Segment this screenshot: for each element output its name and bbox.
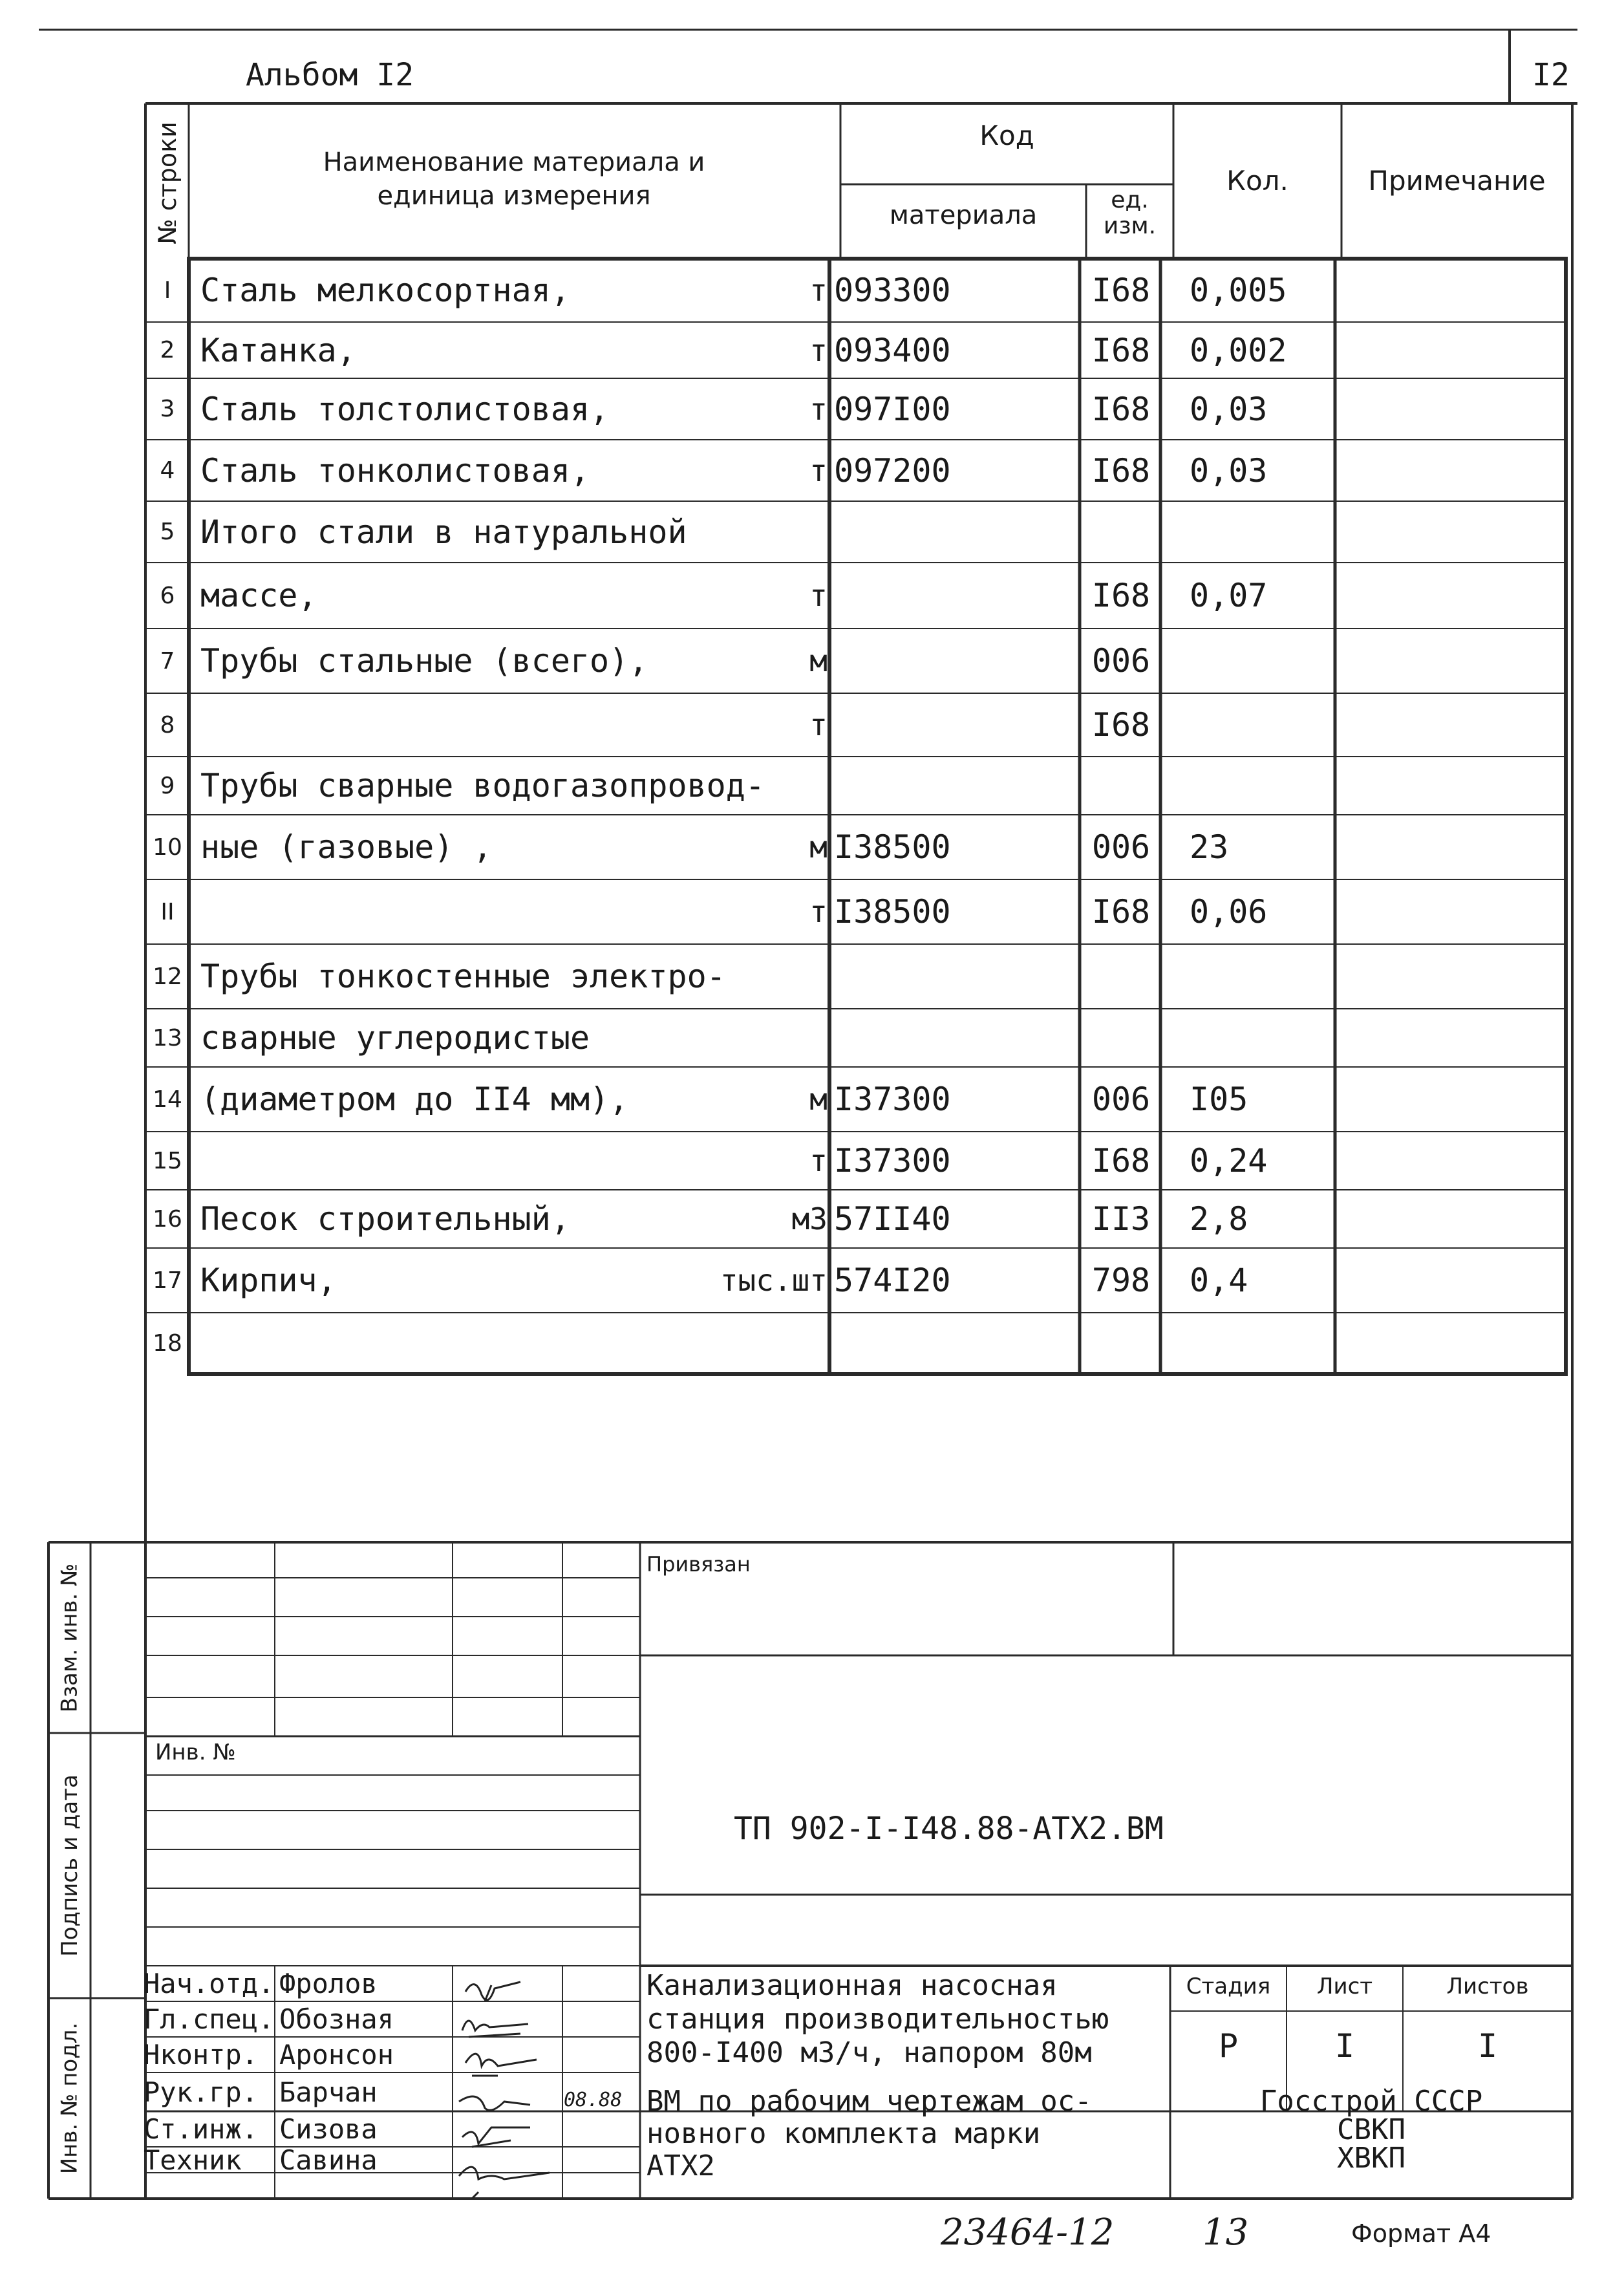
row-number: 14 bbox=[153, 1086, 182, 1113]
signer-name: Сизова bbox=[279, 2113, 378, 2145]
unit-code: 798 bbox=[1091, 1262, 1151, 1299]
row-number: 3 bbox=[160, 396, 175, 422]
signer-role: Нач.отд. bbox=[144, 1968, 275, 1999]
quantity bbox=[1190, 757, 1332, 815]
row-number: 15 bbox=[153, 1147, 182, 1174]
quantity: 0,07 bbox=[1190, 577, 1268, 614]
note-cell bbox=[1338, 1067, 1565, 1132]
project-title: Канализационная насосная станция производительностью 800-I400 м3/ч, напором 80м bbox=[646, 1969, 1109, 2069]
note-cell bbox=[1338, 815, 1565, 879]
note-cell bbox=[1338, 629, 1565, 693]
measure-unit bbox=[698, 757, 828, 815]
material-code: 574I20 bbox=[834, 1262, 951, 1299]
quantity: I05 bbox=[1190, 1081, 1248, 1118]
note-cell bbox=[1338, 1190, 1565, 1248]
measure-unit: т bbox=[809, 578, 828, 613]
unit-code: I68 bbox=[1091, 893, 1151, 931]
material-name: массе, bbox=[200, 577, 317, 614]
note-cell bbox=[1338, 259, 1565, 322]
name-header: Наименование материала и единица измерения bbox=[323, 147, 705, 211]
album-label: Альбом I2 bbox=[246, 57, 414, 93]
organization: Госстрой СССР СВКП ХВКП bbox=[1259, 2085, 1483, 2175]
note-cell bbox=[1338, 693, 1565, 757]
signer-role: Гл.спец. bbox=[144, 2003, 275, 2035]
quantity: 0,06 bbox=[1190, 893, 1268, 931]
privyazan-label: Привязан bbox=[646, 1552, 751, 1577]
sheets-label: Листов bbox=[1446, 1974, 1529, 1999]
note-cell bbox=[1338, 1132, 1565, 1190]
unit-code bbox=[1083, 1313, 1159, 1374]
material-name: Сталь толстолистовая, bbox=[200, 390, 610, 428]
sheet-value: I bbox=[1334, 2027, 1355, 2065]
unit-code: 006 bbox=[1091, 1081, 1151, 1118]
material-code bbox=[834, 629, 1076, 693]
unit-code: I68 bbox=[1091, 1142, 1151, 1179]
material-name: (диаметром до II4 мм), bbox=[200, 1081, 629, 1118]
note-cell bbox=[1338, 944, 1565, 1009]
note-cell bbox=[1338, 1248, 1565, 1313]
signer-role: Ст.инж. bbox=[144, 2113, 259, 2145]
sign-date: 08.88 bbox=[564, 2089, 623, 2111]
inv-podl-label: Инв. № подл. bbox=[56, 2022, 83, 2175]
material-code bbox=[834, 944, 1076, 1009]
row-number: 6 bbox=[160, 582, 175, 609]
signer-role: Нконтр. bbox=[144, 2039, 259, 2071]
row-number: 2 bbox=[160, 337, 175, 363]
sheets-value: I bbox=[1477, 2027, 1498, 2065]
unit-code: I68 bbox=[1091, 706, 1151, 744]
material-code: I38500 bbox=[834, 828, 951, 866]
quantity: 2,8 bbox=[1190, 1200, 1248, 1238]
format-label: Формат А4 bbox=[1351, 2219, 1491, 2248]
note-cell bbox=[1338, 1313, 1565, 1374]
unit-code bbox=[1083, 757, 1159, 815]
unit-code bbox=[1083, 944, 1159, 1009]
material-code bbox=[834, 693, 1076, 757]
material-name: сварные углеродистые bbox=[200, 1019, 590, 1057]
material-code: I37300 bbox=[834, 1142, 951, 1179]
quantity: 0,005 bbox=[1190, 272, 1287, 309]
page-number: I2 bbox=[1532, 57, 1570, 93]
unit-code: 006 bbox=[1091, 828, 1151, 866]
quantity: 23 bbox=[1190, 828, 1229, 866]
material-name bbox=[200, 693, 782, 757]
row-number-header: № строки bbox=[153, 121, 182, 244]
handwritten-page: 13 bbox=[1202, 2212, 1249, 2254]
quantity bbox=[1190, 944, 1332, 1009]
document-code: ТП 902-I-I48.88-АТХ2.ВМ bbox=[734, 1811, 1164, 1847]
row-number: 18 bbox=[153, 1330, 182, 1357]
measure-unit bbox=[698, 1009, 828, 1067]
material-code: 097I00 bbox=[834, 390, 951, 428]
vzam-inv-label: Взам. инв. № bbox=[56, 1563, 83, 1712]
quantity: 0,03 bbox=[1190, 451, 1268, 490]
note-cell bbox=[1338, 501, 1565, 563]
quantity bbox=[1190, 693, 1332, 757]
measure-unit: т bbox=[809, 894, 828, 929]
material-name: Кирпич, bbox=[200, 1262, 337, 1299]
row-number: 5 bbox=[160, 519, 175, 545]
unit-code: I68 bbox=[1091, 451, 1151, 490]
signer-name: Аронсон bbox=[279, 2039, 394, 2071]
material-name: Катанка, bbox=[200, 331, 356, 369]
unit-code: II3 bbox=[1091, 1200, 1151, 1238]
row-number: 7 bbox=[160, 647, 175, 674]
measure-unit: т bbox=[809, 453, 828, 488]
material-header: материала bbox=[889, 200, 1038, 230]
row-number: I bbox=[164, 277, 171, 304]
material-code bbox=[834, 757, 1076, 815]
code-header: Код bbox=[979, 120, 1034, 151]
material-name bbox=[200, 1313, 782, 1374]
measure-unit: т bbox=[809, 391, 828, 427]
row-number: 4 bbox=[160, 457, 175, 484]
signer-role: Техник bbox=[144, 2147, 242, 2173]
podpis-data-label: Подпись и дата bbox=[56, 1774, 83, 1957]
note-cell bbox=[1338, 757, 1565, 815]
measure-unit: м3 bbox=[791, 1201, 828, 1236]
unit-code bbox=[1083, 501, 1159, 563]
measure-unit: т bbox=[809, 332, 828, 368]
note-cell bbox=[1338, 1009, 1565, 1067]
quantity: 0,24 bbox=[1190, 1142, 1268, 1179]
note-cell bbox=[1338, 322, 1565, 378]
unit-code: I68 bbox=[1091, 272, 1151, 309]
material-name: Итого стали в натуральной bbox=[200, 513, 687, 551]
inv-no-label: Инв. № bbox=[155, 1739, 236, 1765]
handwritten-number: 23464-12 bbox=[941, 2212, 1115, 2254]
sheet-label: Лист bbox=[1316, 1974, 1373, 1999]
signatures bbox=[453, 1966, 562, 2199]
qty-header: Кол. bbox=[1226, 165, 1288, 197]
quantity: 0,03 bbox=[1190, 390, 1268, 428]
quantity bbox=[1190, 1313, 1332, 1374]
measure-unit: м bbox=[809, 830, 828, 865]
measure-unit: т bbox=[809, 1143, 828, 1178]
measure-unit bbox=[698, 1313, 828, 1374]
material-name bbox=[200, 879, 782, 944]
material-code: 097200 bbox=[834, 451, 951, 490]
material-code: I38500 bbox=[834, 893, 951, 931]
row-number: 12 bbox=[153, 963, 182, 990]
unit-header: ед. изм. bbox=[1103, 187, 1157, 239]
row-number: 9 bbox=[160, 772, 175, 799]
measure-unit: м bbox=[809, 1082, 828, 1117]
unit-code: I68 bbox=[1091, 577, 1151, 614]
measure-unit bbox=[698, 501, 828, 563]
unit-code: I68 bbox=[1091, 390, 1151, 428]
measure-unit: т bbox=[809, 707, 828, 742]
measure-unit: м bbox=[809, 643, 828, 678]
unit-code: I68 bbox=[1091, 331, 1151, 369]
material-code: I37300 bbox=[834, 1081, 951, 1118]
unit-code: 006 bbox=[1091, 642, 1151, 680]
measure-unit: т bbox=[809, 273, 828, 308]
note-cell bbox=[1338, 879, 1565, 944]
material-code bbox=[834, 1009, 1076, 1067]
stage-label: Стадия bbox=[1186, 1974, 1271, 1999]
measure-unit bbox=[698, 944, 828, 1009]
note-header: Примечание bbox=[1368, 165, 1546, 197]
note-cell bbox=[1338, 440, 1565, 501]
row-number: 16 bbox=[153, 1205, 182, 1232]
quantity bbox=[1190, 501, 1332, 563]
row-number: 13 bbox=[153, 1024, 182, 1051]
quantity: 0,002 bbox=[1190, 331, 1287, 369]
material-code bbox=[834, 1313, 1076, 1374]
document-subtitle: ВМ по рабочим чертежам ос- новного комплекта марки АТХ2 bbox=[646, 2085, 1092, 2182]
material-name: Сталь тонколистовая, bbox=[200, 451, 590, 490]
unit-code bbox=[1083, 1009, 1159, 1067]
material-name: Трубы сварные водогазопровод- bbox=[200, 767, 765, 804]
material-code: 093300 bbox=[834, 272, 951, 309]
material-code: 57II40 bbox=[834, 1200, 951, 1238]
row-number: 10 bbox=[153, 834, 182, 861]
note-cell bbox=[1338, 378, 1565, 440]
row-number: 17 bbox=[153, 1267, 182, 1294]
material-name: Трубы стальные (всего), bbox=[200, 642, 648, 680]
row-number: II bbox=[160, 898, 175, 925]
material-name: ные (газовые) , bbox=[200, 828, 493, 866]
quantity: 0,4 bbox=[1190, 1262, 1248, 1299]
measure-unit: тыс.шт bbox=[720, 1263, 828, 1298]
quantity bbox=[1190, 1009, 1332, 1067]
note-cell bbox=[1338, 563, 1565, 629]
signer-name: Фролов bbox=[279, 1968, 378, 1999]
signer-name: Савина bbox=[279, 2147, 378, 2173]
material-name: Трубы тонкостенные электро- bbox=[200, 958, 726, 995]
material-code: 093400 bbox=[834, 331, 951, 369]
material-name: Песок строительный, bbox=[200, 1200, 570, 1238]
quantity bbox=[1190, 629, 1332, 693]
material-name: Сталь мелкосортная, bbox=[200, 272, 570, 309]
stage-value: Р bbox=[1218, 2027, 1239, 2065]
signer-name: Обозная bbox=[279, 2003, 394, 2035]
material-name bbox=[200, 1132, 782, 1190]
signer-name: Барчан bbox=[279, 2076, 378, 2108]
signer-role: Рук.гр. bbox=[144, 2076, 259, 2108]
row-number: 8 bbox=[160, 711, 175, 738]
material-code bbox=[834, 501, 1076, 563]
material-code bbox=[834, 563, 1076, 629]
